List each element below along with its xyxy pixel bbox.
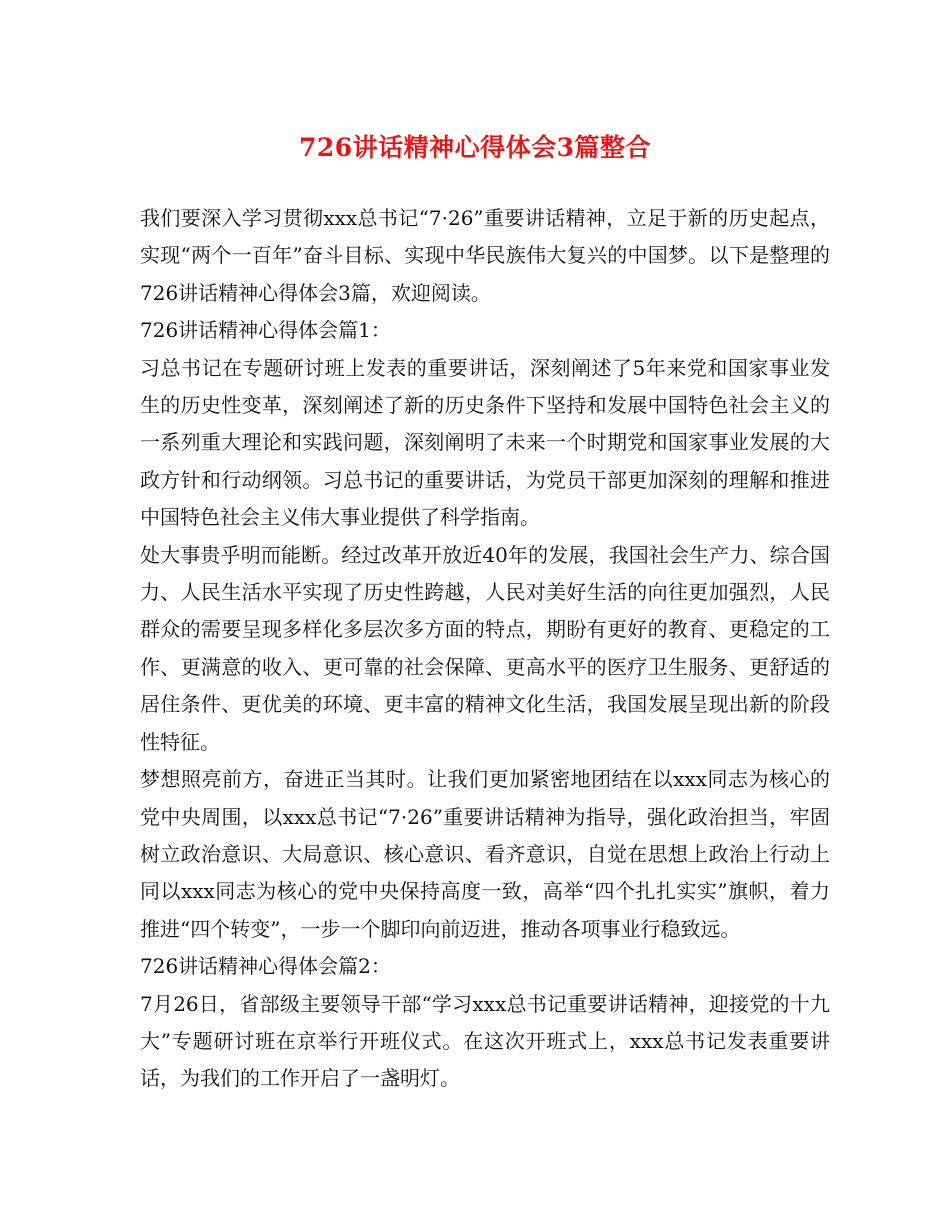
intro-paragraph: 我们要深入学习贯彻xxx总书记“7·26”重要讲话精神，立足于新的历史起点，实现“两个一百年”奋斗目标、实现中华民族伟大复兴的中国梦。以下是整理的726讲话精神心得体会3篇，欢迎阅读。 xyxy=(140,206,830,305)
document-body xyxy=(140,200,830,1098)
paragraph-2: 处大事贵乎明而能断。经过改革开放近40年的发展，我国社会生产力、综合国力、人民生活水平实现了历史性跨越，人民对美好生活的向往更加强烈，人民群众的需要呈现多样化多层次多方面的特点，期盼有更好的教育、更稳定的工作、更满意的收入、更可靠的社会保障、更高水平的医疗卫生服务、更舒适的居住条件、更优美的环境、更丰富的精神文化生活，我国发展呈现出新的阶段性特征。 xyxy=(140,542,830,754)
paragraph-3: 梦想照亮前方，奋进正当其时。让我们更加紧密地团结在以xxx同志为核心的党中央周围，以xxx总书记“7·26”重要讲话精神为指导，强化政治担当，牢固树立政治意识、大局意识、核心意识、看齐意识，自觉在思想上政治上行动上同以xxx同志为核心的党中央保持高度一致，高举“四个扎扎实实”旗帜，着力推进“四个转变”，一步一个脚印向前迈进，推动各项事业行稳致远。 xyxy=(140,767,830,941)
section-heading-1: 726讲话精神心得体会篇1： xyxy=(140,318,391,343)
document-title: 726讲话精神心得体会3篇整合 xyxy=(298,133,652,162)
section-heading-2: 726讲话精神心得体会篇2： xyxy=(140,954,391,979)
paragraph-1: 习总书记在专题研讨班上发表的重要讲话，深刻阐述了5年来党和国家事业发生的历史性变革，深刻阐述了新的历史条件下坚持和发展中国特色社会主义的一系列重大理论和实践问题，深刻阐明了未来一个时期党和国家事业发展的大政方针和行动纲领。习总书记的重要讲话，为党员干部更加深刻的理解和推进中国特色社会主义伟大事业提供了科学指南。 xyxy=(140,355,830,530)
paragraph-4: 7月26日，省部级主要领导干部“学习xxx总书记重要讲话精神，迎接党的十九大”专题研讨班在京举行开班仪式。在这次开班式上，xxx总书记发表重要讲话，为我们的工作开启了一盏明灯。 xyxy=(140,991,830,1091)
